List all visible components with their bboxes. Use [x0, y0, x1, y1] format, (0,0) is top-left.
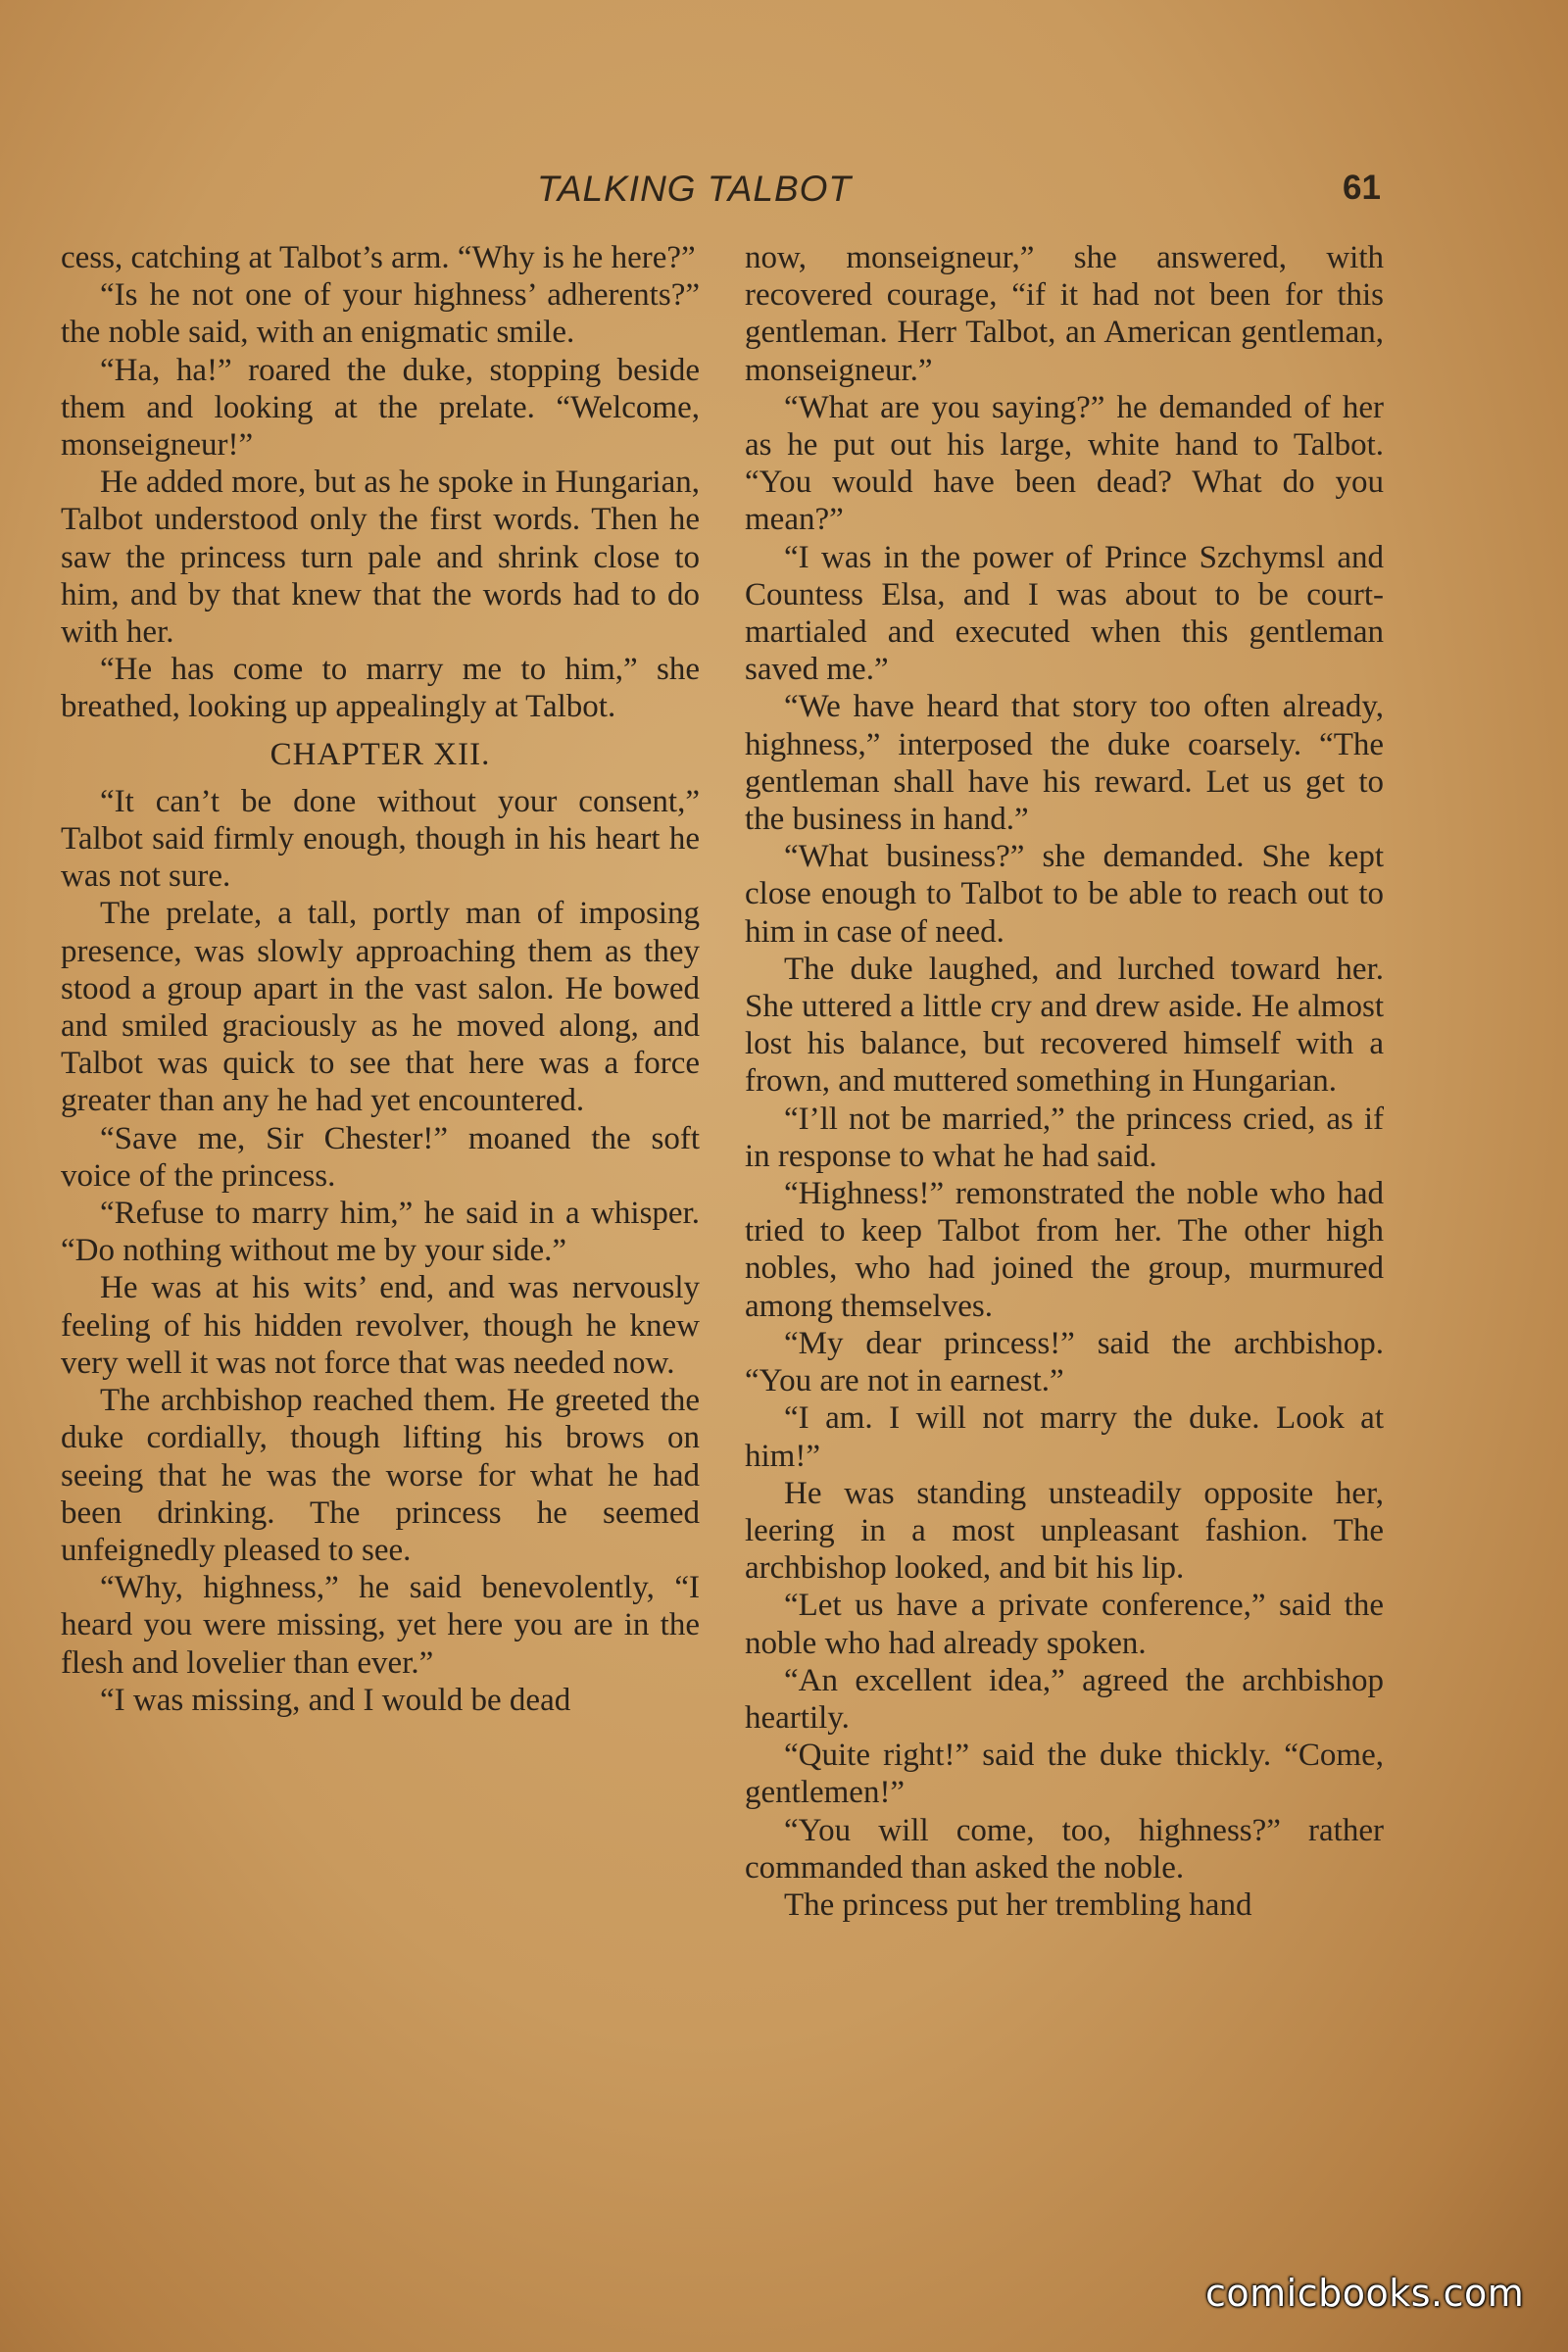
paragraph: “What business?” she demanded. She kept close enough to Talbot to be able to reach out to him in case of need. — [745, 839, 1384, 950]
running-title: TALKING TALBOT — [537, 169, 853, 209]
chapter-heading: CHAPTER XII. — [270, 736, 491, 772]
paragraph: now, monseigneur,” she answered, with recovered courage, “if it had not been for this gentleman. Herr Talbot, an American gentleman, monseigneur.” — [745, 240, 1384, 388]
paragraph: “My dear princess!” said the archbishop. “You are not in earnest.” — [745, 1325, 1384, 1399]
paragraph: “I’ll not be married,” the princess cried, as if in response to what he had said. — [745, 1101, 1384, 1174]
paragraph: “An excellent idea,” agreed the archbishop heartily. — [745, 1662, 1384, 1736]
right-column — [745, 239, 1384, 1924]
paragraph: “Save me, Sir Chester!” moaned the soft voice of the princess. — [61, 1120, 700, 1194]
left-column — [61, 239, 700, 1719]
paragraph: The archbishop reached them. He greeted the duke cordially, though lifting his brows on seeing that he was the worse for what he had been drinking. The princess he seemed unfeignedly pleased to see. — [61, 1383, 700, 1568]
paragraph: He added more, but as he spoke in Hungarian, Talbot understood only the first words. Then he saw the princess turn pale and shrink close to him, and by that knew that the words had to do with her. — [61, 465, 700, 651]
paragraph: “It can’t be done without your consent,” Talbot said firmly enough, though in his heart he was not sure. — [61, 783, 700, 895]
watermark: comicbooks.com — [1205, 2272, 1525, 2315]
paragraph: “Highness!” remonstrated the noble who had tried to keep Talbot from her. The other high nobles, who had joined the group, murmured among themselves. — [745, 1176, 1384, 1324]
paragraph: “He has come to marry me to him,” she breathed, looking up appealingly at Talbot. — [61, 652, 700, 725]
page-number: 61 — [1343, 169, 1381, 207]
paragraph: “Refuse to marry him,” he said in a whisper. “Do nothing without me by your side.” — [61, 1196, 700, 1269]
paragraph: The prelate, a tall, portly man of imposing presence, was slowly approaching them as they stood a group apart in the vast salon. He bowed and smiled graciously as he moved along, and Talbot was quick to see that here was a force greater than any he had yet encountered. — [61, 896, 700, 1119]
paragraph: “We have heard that story too often already, highness,” interposed the duke coarsely. “The gentleman shall have his reward. Let us get to the business in hand.” — [745, 689, 1384, 838]
paragraph: He was at his wits’ end, and was nervously feeling of his hidden revolver, though he knew very well it was not force that was needed now. — [61, 1270, 700, 1381]
paragraph: “Quite right!” said the duke thickly. “Come, gentlemen!” — [745, 1738, 1384, 1811]
paragraph: “I was missing, and I would be dead — [100, 1682, 571, 1718]
paragraph: “I am. I will not marry the duke. Look at him!” — [745, 1400, 1384, 1474]
paragraph: “Is he not one of your highness’ adherents?” the noble said, with an enigmatic smile. — [61, 277, 700, 351]
paragraph: “Let us have a private conference,” said the noble who had already spoken. — [745, 1588, 1384, 1661]
paragraph: “Ha, ha!” roared the duke, stopping beside them and looking at the prelate. “Welcome, monseigneur!” — [61, 352, 700, 464]
paragraph: The princess put her trembling hand — [784, 1886, 1252, 1923]
paragraph: cess, catching at Talbot’s arm. “Why is he here?” — [61, 240, 696, 275]
paragraph: He was standing unsteadily opposite her, leering in a most unpleasant fashion. The archbishop looked, and bit his lip. — [745, 1475, 1384, 1587]
paragraph: “I was in the power of Prince Szchymsl and Countess Elsa, and I was about to be court-martialed and executed when this gentleman saved me.” — [745, 539, 1384, 688]
paragraph: “You will come, too, highness?” rather commanded than asked the noble. — [745, 1812, 1384, 1886]
paragraph: “What are you saying?” he demanded of her as he put out his large, white hand to Talbot. “You would have been dead? What do you mean?” — [745, 389, 1384, 538]
page-header — [0, 169, 1568, 218]
paragraph: The duke laughed, and lurched toward her. She uttered a little cry and drew aside. He almost lost his balance, but recovered himself with a frown, and muttered something in Hungarian. — [745, 951, 1384, 1100]
paragraph: “Why, highness,” he said benevolently, “I heard you were missing, yet here you are in the flesh and lovelier than ever.” — [61, 1570, 700, 1681]
